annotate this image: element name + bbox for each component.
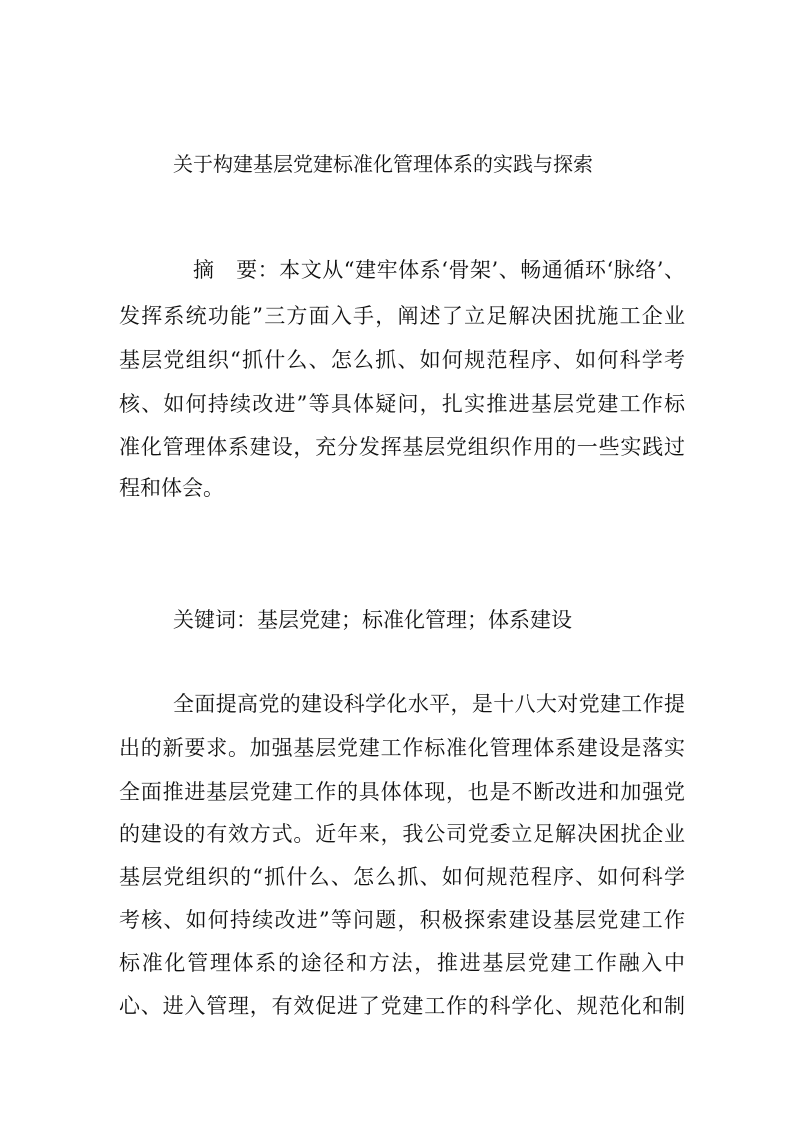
abstract-line: 发挥系统功能”三方面入手，阐述了立足解决困扰施工企业	[119, 304, 685, 328]
abstract-line: 程和体会。	[119, 476, 224, 500]
body-line: 全面提高党的建设科学化水平，是十八大对党建工作提	[173, 692, 685, 716]
body-line: 的建设的有效方式。近年来，我公司党委立足解决困扰企业	[119, 822, 685, 846]
abstract-line: 核、如何持续改进”等具体疑问，扎实推进基层党建工作标	[119, 392, 685, 416]
document-title: 关于构建基层党建标准化管理体系的实践与探索	[173, 152, 593, 176]
abstract-line: 基层党组织“抓什么、怎么抓、如何规范程序、如何科学考	[119, 348, 685, 372]
body-line: 考核、如何持续改进”等问题，积极探索建设基层党建工作	[119, 908, 685, 932]
body-line: 心、进入管理，有效促进了党建工作的科学化、规范化和制	[119, 994, 685, 1018]
body-line: 标准化管理体系的途径和方法，推进基层党建工作融入中	[119, 951, 685, 975]
body-line: 出的新要求。加强基层党建工作标准化管理体系建设是落实	[119, 736, 685, 760]
abstract-line: 准化管理体系建设，充分发挥基层党组织作用的一些实践过	[119, 435, 685, 459]
body-line: 全面推进基层党建工作的具体体现，也是不断改进和加强党	[119, 780, 685, 804]
keywords-line: 关键词：基层党建；标准化管理；体系建设	[173, 608, 572, 632]
abstract-line: 摘 要：本文从“建牢体系‘骨架’、畅通循环‘脉络’、	[193, 258, 685, 282]
body-line: 基层党组织的“抓什么、怎么抓、如何规范程序、如何科学	[119, 865, 685, 889]
